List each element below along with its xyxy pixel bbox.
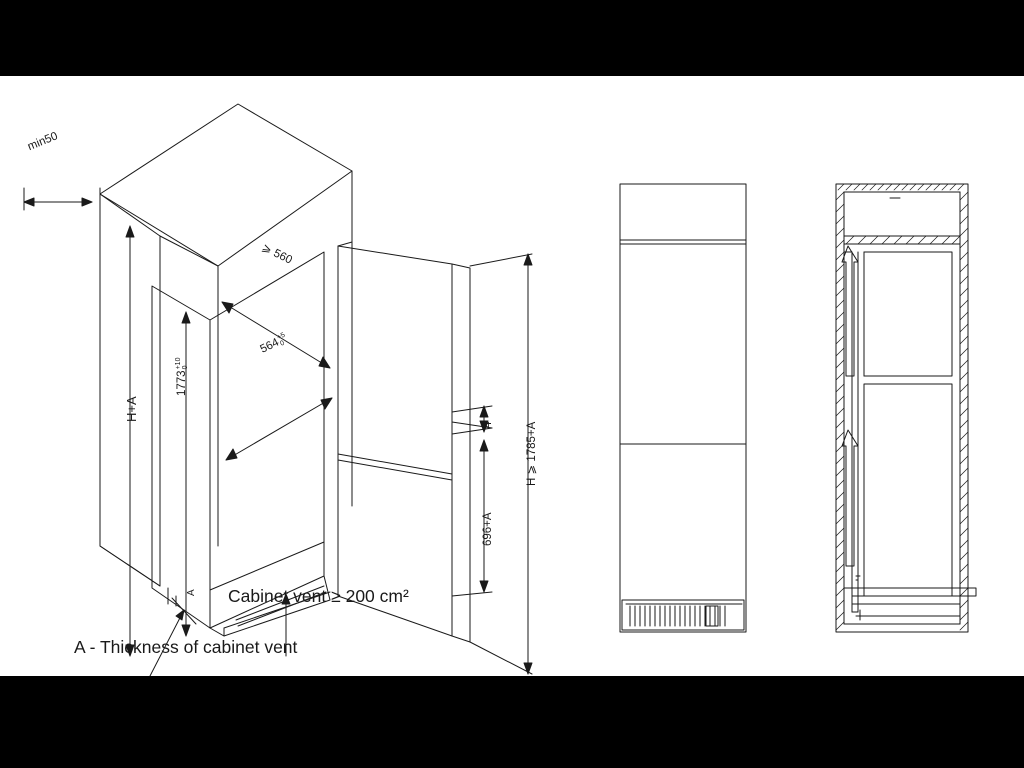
dim-h-1785 — [470, 254, 532, 674]
dim-564 — [226, 398, 332, 460]
dim-564-tolerance: +5 0 — [276, 331, 287, 348]
dim-h-plus-a — [126, 226, 134, 656]
dim-label-560: ⩾ 560 — [259, 241, 294, 267]
dim-1773-tolerance: +10 0 — [175, 357, 189, 370]
dim-label-a: A — [186, 589, 197, 596]
dim-min50 — [24, 188, 100, 210]
dim-label-h-1785: H ⩾ 1785+A — [526, 421, 538, 486]
dim-label-1773 — [175, 358, 189, 396]
front-elevation-view — [620, 184, 746, 632]
dim-label-4: 4 — [482, 421, 494, 428]
dim-label-min50: min50 — [26, 130, 60, 154]
dim-1773-value: 1773 — [176, 370, 189, 396]
drawing-sheet — [0, 76, 1024, 676]
dim-label-696: 696+A — [482, 512, 494, 546]
installation-diagram — [0, 76, 1024, 676]
caption-thickness-note: A - Thickness of cabinet vent — [74, 637, 298, 657]
dim-564-value: 564 — [258, 336, 281, 356]
caption-cabinet-vent: Cabinet vent ≥ 200 cm² — [228, 586, 409, 606]
section-side-view — [836, 184, 976, 632]
leader-thickness-a — [150, 588, 196, 676]
dim-label-h-plus-a: H+A — [124, 396, 139, 422]
dim-4 — [452, 406, 492, 432]
